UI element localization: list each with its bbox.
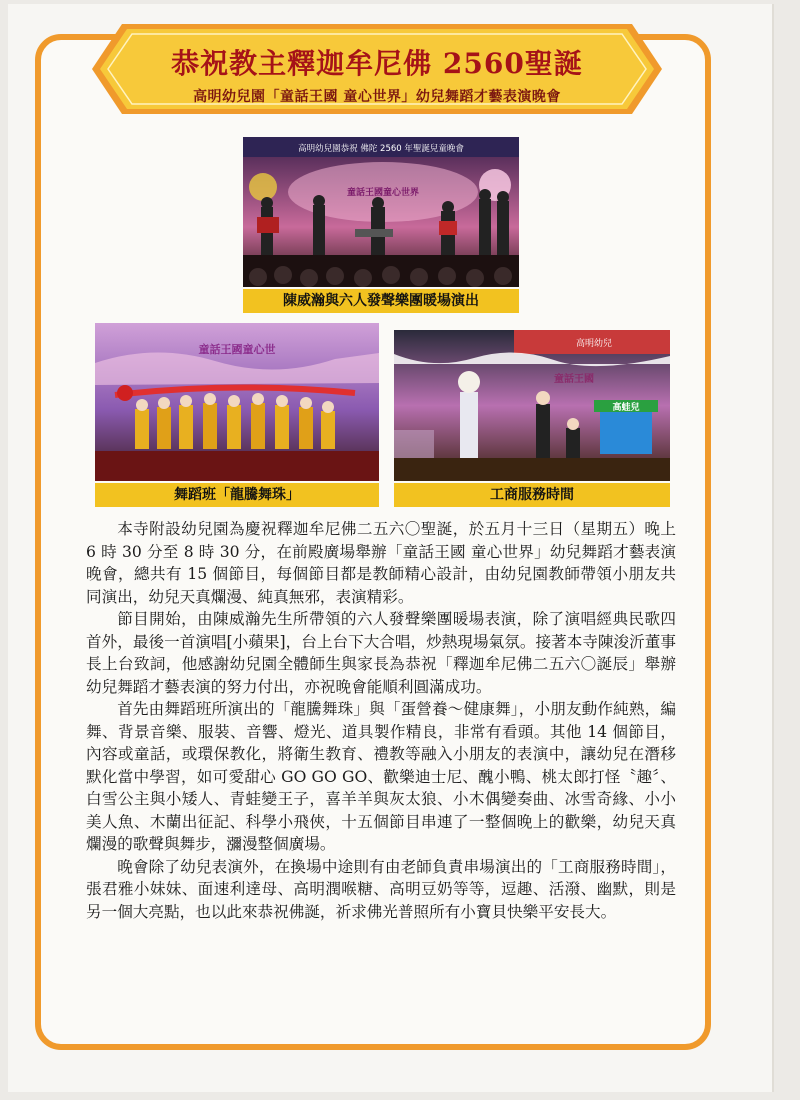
paragraph: 晚會除了幼兒表演外，在換場中途則有由老師負責串場演出的「工商服務時間」，張君雅小妹妹、面速利達母、高明潤喉糖、高明豆奶等等，逗趣、活潑、幽默，則是另一個大亮點，也以此來恭祝佛誕，祈求佛光普照所有小寶貝快樂平安長大。 [86, 857, 676, 921]
photo-caption-dance: 舞蹈班「龍騰舞珠」 [95, 483, 379, 507]
photo-band-stage [243, 137, 519, 287]
article-subtitle: 高明幼兒園「童話王國 童心世界」幼兒舞蹈才藝表演晚會 [193, 89, 561, 105]
backdrop-text: 童話王國童心世界 [346, 188, 420, 198]
backdrop-text: 童話王國 [554, 374, 594, 385]
backdrop-text: 童話王國童心世 [198, 343, 276, 356]
stage-banner-text: 高明幼兒園恭祝 佛陀 2560 年聖誕兒童晚會 [298, 144, 464, 154]
photo-commercial-skit [394, 330, 670, 481]
paragraph: 首先由舞蹈班所演出的「龍騰舞珠」與「蛋營養～健康舞」，小朋友動作純熟，編舞、背景音樂、服裝、音響、燈光、道具製作精良，非常有看頭。其他 14 個節目，內容或童話，或環保教化，將衛生教育、禮教等融入小朋友的表演中，讓幼兒在潛移默化當中學習，如可愛甜心 GO GO GO、歡樂迪士尼、醜小鴨、桃太郎打怪〝趣〞、白雪公主與小矮人、青蛙變王子，喜羊羊與灰太狼、小木偶變奏曲、冰雪奇緣、小小美人魚、木蘭出征記、科學小飛俠，十五個節目串連了一整個晚上的歡樂，幼兒天真爛漫的歌聲與舞步，瀰漫整個廣場。 [86, 700, 676, 853]
article-title: 恭祝教主釋迦牟尼佛 2560聖誕 [171, 47, 583, 80]
paragraph: 節目開始，由陳威瀚先生所帶領的六人發聲樂團暖場表演，除了演唱經典民歌四首外，最後一首演唱[小蘋果]，台上台下大合唱，炒熱現場氣氛。接著本寺陳浚沂董事長上台致詞，他感謝幼兒園全體師生與家長為恭祝「釋迦牟尼佛二五六〇誕辰」舉辦幼兒舞蹈才藝表演的努力付出，亦祝晚會能順利圓滿成功。 [86, 610, 676, 696]
photo-dragon-dance [95, 323, 379, 481]
stage-banner-text: 高明幼兒 [575, 339, 613, 349]
prop-sign-text: 高蛙兒 [612, 403, 640, 413]
photo-caption-commercial: 工商服務時間 [394, 483, 670, 507]
paragraph: 本寺附設幼兒園為慶祝釋迦牟尼佛二五六〇聖誕，於五月十三日（星期五）晚上 6 時 30 分至 8 時 30 分，在前殿廣場舉辦「童話王國 童心世界」幼兒舞蹈才藝表演晚會，總共有 15 個節目，每個節目都是教師精心設計，由幼兒園教師帶領小朋友共同演出，幼兒天真爛漫、純真無邪，表演精彩。 [86, 520, 676, 606]
title-banner [82, 18, 672, 120]
photo-caption-band: 陳威瀚與六人發聲樂團暖場演出 [243, 289, 519, 313]
article-body [86, 518, 676, 923]
